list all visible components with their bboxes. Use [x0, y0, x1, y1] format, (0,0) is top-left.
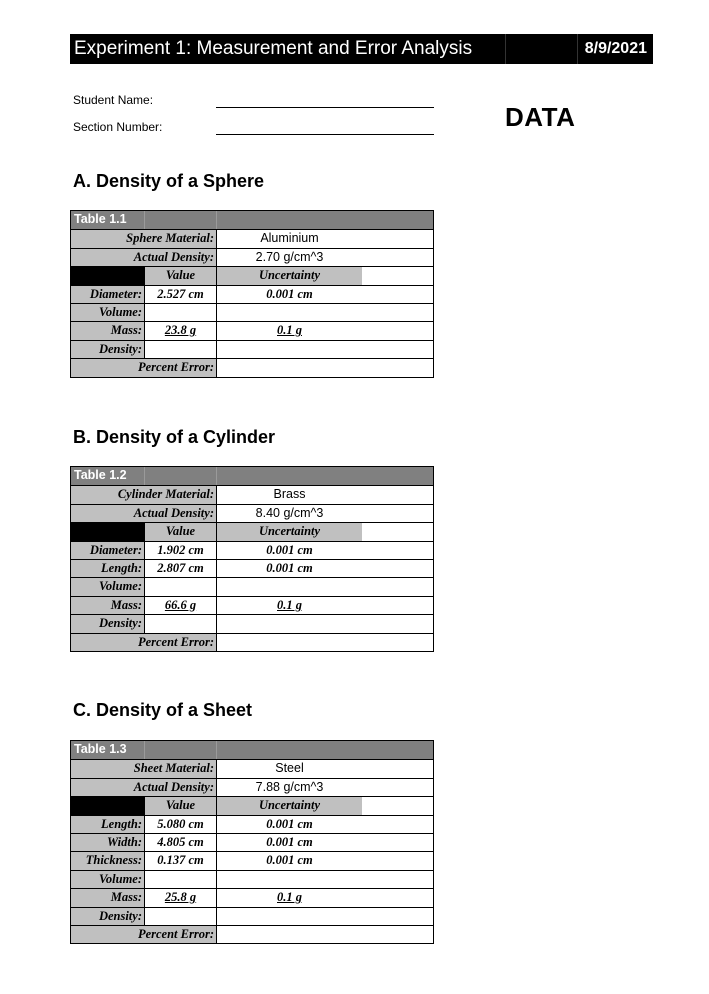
table-row — [71, 303, 433, 321]
row-value[interactable]: 23.8 g — [144, 322, 216, 339]
row-uncertainty[interactable] — [216, 304, 362, 321]
table-label: Table 1.2 — [74, 468, 127, 482]
material-label: Sphere Material: — [71, 230, 216, 247]
table-row — [71, 577, 433, 595]
table-title-row — [71, 741, 433, 759]
row-label: Mass: — [71, 322, 144, 339]
section-number-label: Section Number: — [73, 120, 163, 134]
table-title-row — [71, 211, 433, 229]
percent-error-value[interactable] — [216, 359, 362, 376]
section-c-title: C. Density of a Sheet — [73, 700, 253, 720]
section-a-title: A. Density of a Sphere — [73, 171, 265, 191]
row-uncertainty[interactable]: 0.001 cm — [216, 834, 362, 851]
material-row — [71, 485, 433, 503]
value-header: Value — [144, 523, 216, 540]
table-1-1 — [70, 210, 434, 378]
row-value[interactable] — [144, 578, 216, 595]
column-header-row — [71, 266, 433, 284]
uncertainty-header: Uncertainty — [216, 797, 362, 814]
row-uncertainty[interactable] — [216, 871, 362, 888]
table-label: Table 1.3 — [74, 742, 127, 756]
row-uncertainty[interactable]: 0.001 cm — [216, 560, 362, 577]
row-label: Mass: — [71, 597, 144, 614]
header-divider — [505, 34, 506, 64]
row-label: Diameter: — [71, 542, 144, 559]
table-1-3 — [70, 740, 434, 944]
row-uncertainty[interactable] — [216, 615, 362, 632]
header-divider — [577, 34, 578, 64]
row-label: Density: — [71, 908, 144, 925]
percent-error-value[interactable] — [216, 926, 362, 943]
table-row — [71, 321, 433, 339]
percent-error-label: Percent Error: — [71, 926, 216, 943]
percent-error-row — [71, 633, 433, 651]
material-value[interactable]: Aluminium — [216, 230, 362, 247]
actual-density-row — [71, 778, 433, 796]
row-label: Diameter: — [71, 286, 144, 303]
column-header-row — [71, 796, 433, 814]
actual-density-label: Actual Density: — [71, 505, 216, 522]
row-uncertainty[interactable]: 0.001 cm — [216, 286, 362, 303]
percent-error-value[interactable] — [216, 634, 362, 651]
section-number-field[interactable] — [216, 134, 434, 135]
row-label: Length: — [71, 816, 144, 833]
row-label: Density: — [71, 615, 144, 632]
row-label: Mass: — [71, 889, 144, 906]
row-value[interactable] — [144, 304, 216, 321]
row-uncertainty[interactable]: 0.1 g — [216, 889, 362, 906]
uncertainty-header: Uncertainty — [216, 523, 362, 540]
row-value[interactable]: 4.805 cm — [144, 834, 216, 851]
table-row — [71, 541, 433, 559]
table-row — [71, 815, 433, 833]
row-value[interactable] — [144, 908, 216, 925]
row-value[interactable]: 2.807 cm — [144, 560, 216, 577]
section-b-title: B. Density of a Cylinder — [73, 427, 276, 447]
row-label: Volume: — [71, 304, 144, 321]
row-uncertainty[interactable] — [216, 908, 362, 925]
header-bar — [70, 34, 653, 64]
page-title: Experiment 1: Measurement and Error Analysis — [74, 38, 473, 59]
row-value[interactable]: 1.902 cm — [144, 542, 216, 559]
row-label: Width: — [71, 834, 144, 851]
material-label: Sheet Material: — [71, 760, 216, 777]
material-value[interactable]: Steel — [216, 760, 362, 777]
actual-density-value[interactable]: 7.88 g/cm^3 — [216, 779, 362, 796]
row-value[interactable]: 25.8 g — [144, 889, 216, 906]
uncertainty-header: Uncertainty — [216, 267, 362, 284]
student-name-field[interactable] — [216, 107, 434, 108]
table-row — [71, 340, 433, 358]
row-value[interactable] — [144, 341, 216, 358]
value-header: Value — [144, 797, 216, 814]
data-heading: DATA — [505, 102, 576, 132]
header-date: 8/9/2021 — [584, 40, 647, 57]
percent-error-row — [71, 358, 433, 376]
actual-density-row — [71, 248, 433, 266]
table-row — [71, 596, 433, 614]
material-value[interactable]: Brass — [216, 486, 362, 503]
row-label: Density: — [71, 341, 144, 358]
row-value[interactable] — [144, 615, 216, 632]
percent-error-row — [71, 925, 433, 943]
row-uncertainty[interactable] — [216, 341, 362, 358]
row-value[interactable]: 0.137 cm — [144, 852, 216, 869]
actual-density-value[interactable]: 8.40 g/cm^3 — [216, 505, 362, 522]
table-1-2 — [70, 466, 434, 652]
row-uncertainty[interactable]: 0.1 g — [216, 322, 362, 339]
percent-error-label: Percent Error: — [71, 634, 216, 651]
row-uncertainty[interactable] — [216, 578, 362, 595]
row-value[interactable]: 66.6 g — [144, 597, 216, 614]
actual-density-label: Actual Density: — [71, 249, 216, 266]
percent-error-label: Percent Error: — [71, 359, 216, 376]
table-row — [71, 833, 433, 851]
row-value[interactable]: 5.080 cm — [144, 816, 216, 833]
row-uncertainty[interactable]: 0.001 cm — [216, 542, 362, 559]
actual-density-value[interactable]: 2.70 g/cm^3 — [216, 249, 362, 266]
table-title-row — [71, 467, 433, 485]
table-row — [71, 614, 433, 632]
material-row — [71, 759, 433, 777]
row-value[interactable]: 2.527 cm — [144, 286, 216, 303]
row-uncertainty[interactable]: 0.001 cm — [216, 852, 362, 869]
material-row — [71, 229, 433, 247]
row-label: Volume: — [71, 578, 144, 595]
actual-density-row — [71, 504, 433, 522]
table-row — [71, 888, 433, 906]
actual-density-label: Actual Density: — [71, 779, 216, 796]
table-label: Table 1.1 — [74, 212, 127, 226]
student-name-label: Student Name: — [73, 93, 154, 107]
row-value[interactable] — [144, 871, 216, 888]
value-header: Value — [144, 267, 216, 284]
material-label: Cylinder Material: — [71, 486, 216, 503]
table-row — [71, 285, 433, 303]
table-row — [71, 907, 433, 925]
row-label: Volume: — [71, 871, 144, 888]
table-row — [71, 559, 433, 577]
row-uncertainty[interactable]: 0.001 cm — [216, 816, 362, 833]
row-label: Thickness: — [71, 852, 144, 869]
row-uncertainty[interactable]: 0.1 g — [216, 597, 362, 614]
table-row — [71, 870, 433, 888]
column-header-row — [71, 522, 433, 540]
row-label: Length: — [71, 560, 144, 577]
table-row — [71, 851, 433, 869]
